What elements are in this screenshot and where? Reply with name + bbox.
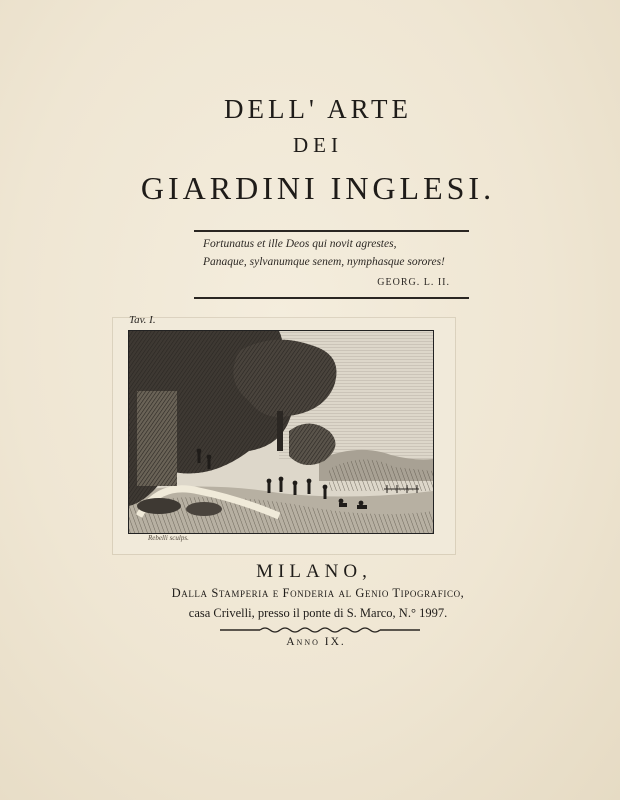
title-line-1: DELL' ARTE	[224, 94, 412, 124]
engraving-image	[128, 330, 434, 534]
title-line-2: DEI	[293, 133, 343, 157]
imprint-city: MILANO,	[256, 561, 372, 582]
imprint-address: casa Crivelli, presso il ponte di S. Marco, N.° 1997.	[188, 606, 448, 620]
title-line-3: GIARDINI INGLESI.	[140, 170, 496, 206]
ornamental-rule	[220, 626, 420, 634]
engraver-signature: Rebelli sculps.	[148, 534, 189, 542]
epigraph-top-rule	[194, 230, 469, 232]
epigraph-source: GEORG. L. II.	[377, 277, 450, 288]
imprint-printer: Dalla Stamperia e Fonderia al Genio Tipografico,	[171, 586, 465, 600]
plate-label: Tav. I.	[129, 314, 156, 326]
epigraph-line-1: Fortunatus et ille Deos qui novit agrestes,	[203, 238, 397, 250]
imprint-year: Anno IX.	[286, 636, 346, 648]
epigraph-line-2: Panaque, sylvanumque senem, nymphasque sorores!	[203, 256, 445, 268]
epigraph-bottom-rule	[194, 297, 469, 299]
